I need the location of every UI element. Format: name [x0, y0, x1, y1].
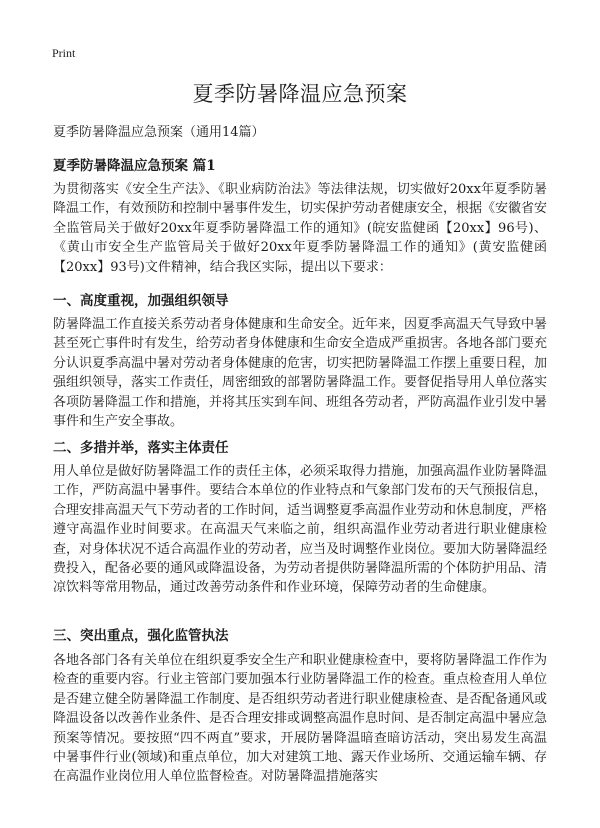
page-title: 夏季防暑降温应急预案	[192, 82, 408, 106]
heading-1: 一、高度重视，加强组织领导	[53, 293, 229, 309]
print-link[interactable]: Print	[52, 46, 76, 60]
paragraph-2: 用人单位是做好防暑降温工作的责任主体，必须采取得力措施，加强高温作业防暑降温工作，严防高温中暑事件。要结合本单位的作业特点和气象部门发布的天气预报信息，合理安排高温天气下劳动者的工作时间，适当调整夏季高温作业劳动和休息制度，严格遵守高温作业时间要求。在高温天气来临之前，组织高温作业劳动者进行职业健康检查，对身体状况不适合高温作业的劳动者，应当及时调整作业岗位。要加大防暑降温经费投入，配备必要的通风或降温设备，为劳动者提供防暑降温所需的个体防护用品、清凉饮料等常用物品，通过改善劳动条件和作业环境，保障劳动者的生命健康。	[53, 464, 548, 596]
heading-3: 三、突出重点，强化监管执法	[53, 628, 229, 644]
paragraph-3: 各地各部门各有关单位在组织夏季安全生产和职业健康检查中，要将防暑降温工作作为检查的重要内容。行业主管部门要加强本行业防暑降温工作的检查。重点检查用人单位是否建立健全防暑降温工作制度、是否组织劳动者进行职业健康检查、是否配备通风或降温设备以改善作业条件、是否合理安排或调整高温作息时间、是否制定高温中暑应急预案等情况。要按照“四不两直”要求，开展防暑降温暗查暗访活动，突出易发生高温中暑事件行业(领域)和重点单位，加大对建筑工地、露天作业场所、交通运输车辆、存在高温作业岗位用人单位监督检查。对防暑降温措施落实	[53, 653, 548, 785]
intro-paragraph: 为贯彻落实《安全生产法》、《职业病防治法》等法律法规，切实做好20xx年夏季防暑降温工作，有效预防和控制中暑事件发生，切实保护劳动者健康安全，根据《安徽省安全监管局关于做好20xx年夏季防暑降温工作的通知》(皖安监健函【20xx】96号)、《黄山市安全生产监管局关于做好20xx年夏季防暑降温工作的通知》(黄安监健函【20xx】93号)文件精神，结合我区实际，提出以下要求：	[53, 182, 548, 275]
document-subtitle: 夏季防暑降温应急预案（通用14篇）	[53, 125, 265, 140]
heading-2: 二、多措并举，落实主体责任	[53, 440, 229, 456]
section-title: 夏季防暑降温应急预案 篇1	[53, 158, 216, 174]
paragraph-1: 防暑降温工作直接关系劳动者身体健康和生命安全。近年来，因夏季高温天气导致中暑甚至死亡事件时有发生，给劳动者身体健康和生命安全造成严重损害。各地各部门要充分认识夏季高温中暑对劳动者身体健康的危害，切实把防暑降温工作摆上重要日程，加强组织领导，落实工作责任，周密细致的部署防暑降温工作。要督促指导用人单位落实各项防暑降温工作和措施，并将其压实到车间、班组各劳动者，严防高温作业引发中暑事件和生产安全事故。	[53, 317, 548, 430]
